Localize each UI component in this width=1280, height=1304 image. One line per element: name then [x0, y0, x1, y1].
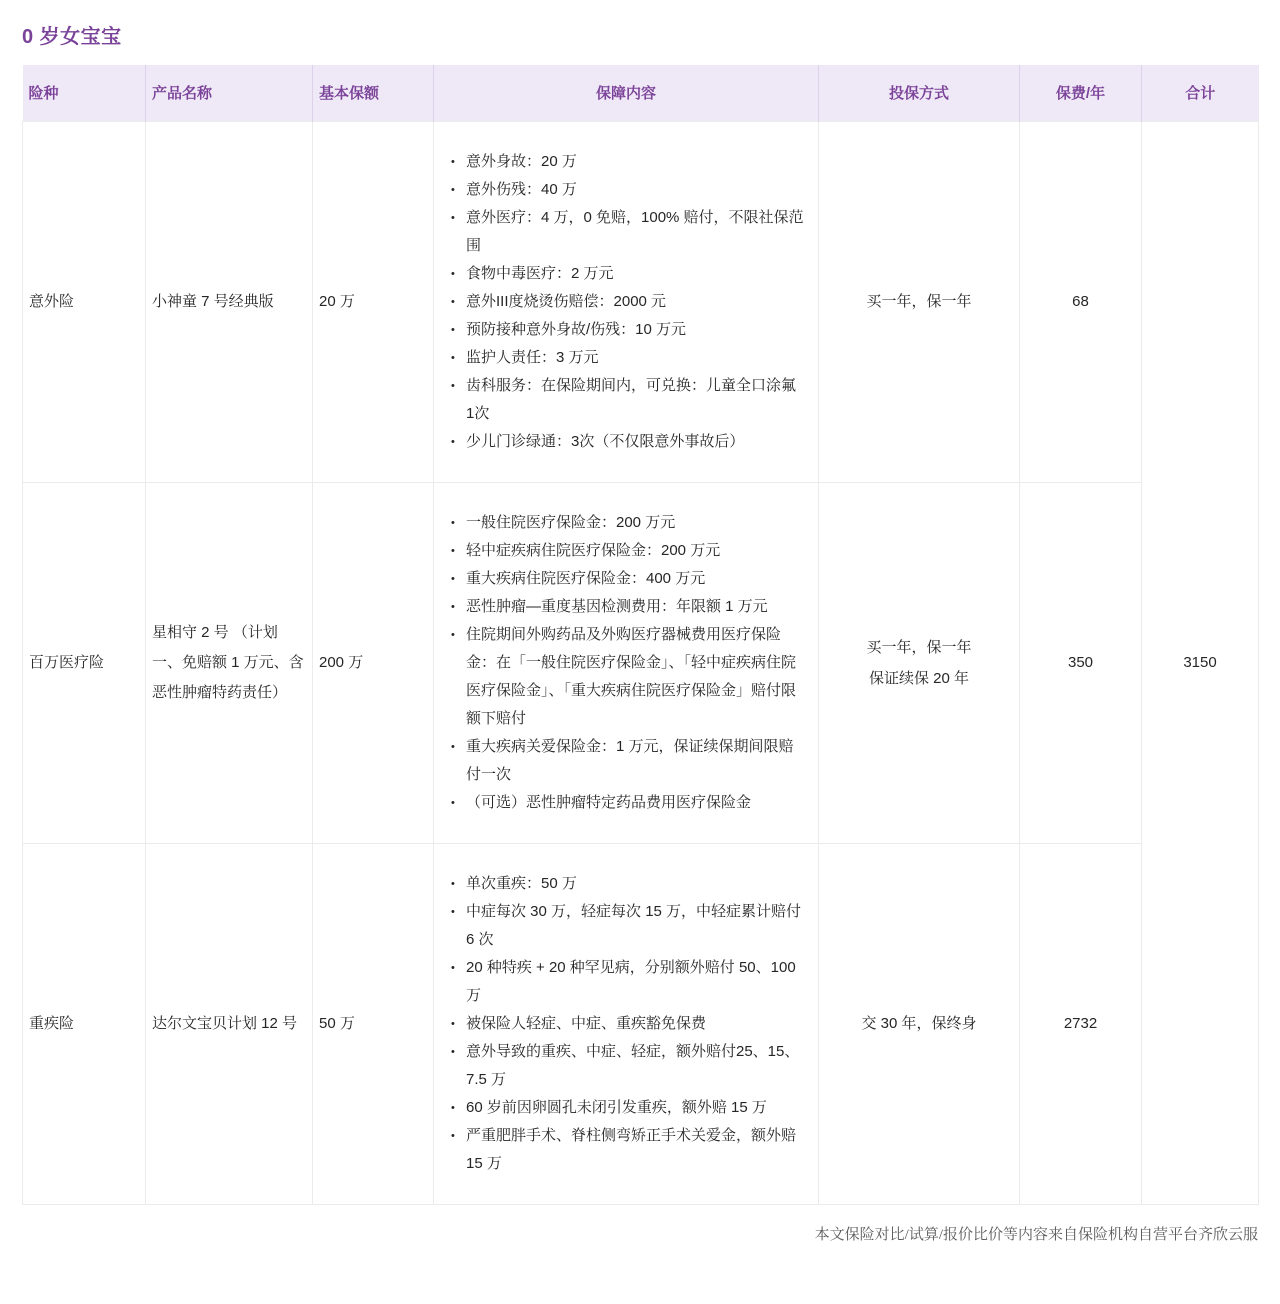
benefit-item: • （可选）恶性肿瘤特定药品费用医疗保险金: [442, 789, 804, 817]
benefit-item: • 60 岁前因卵圆孔未闭引发重疾，额外赔 15 万: [442, 1094, 804, 1122]
benefit-item: • 被保险人轻症、中症、重疾豁免保费: [442, 1010, 804, 1038]
cell-annual-premium: 2732: [1020, 843, 1142, 1204]
table-header-row: [23, 65, 1259, 121]
cell-total: 3150: [1142, 121, 1259, 1204]
page-title: 0 岁女宝宝: [22, 26, 122, 48]
table-row: [23, 843, 1259, 1204]
insurance-comparison-table: [22, 65, 1259, 1205]
column-header-sum: 基本保额: [313, 65, 434, 121]
column-header-benefits: 保障内容: [434, 65, 819, 121]
benefit-list: [442, 870, 804, 1178]
column-header-product: 产品名称: [146, 65, 313, 121]
benefit-item: • 恶性肿瘤—重度基因检测费用：年限额 1 万元: [442, 593, 804, 621]
benefit-item: • 住院期间外购药品及外购医疗器械费用医疗保险金：在「一般住院医疗保险金」、「轻中症疾病住院医疗保险金」、「重大疾病住院医疗保险金」赔付限额下赔付: [442, 621, 804, 733]
benefit-item: • 中症每次 30 万，轻症每次 15 万，中轻症累计赔付 6 次: [442, 898, 804, 954]
cell-payment-method: [819, 482, 1020, 843]
cell-product-name: 星相守 2 号 （计划一、免赔额 1 万元、含恶性肿瘤特药责任）: [146, 482, 313, 843]
payment-method-line: 保证续保 20 年: [868, 669, 970, 687]
cell-benefits: [434, 121, 819, 482]
payment-method-line: 买一年，保一年: [866, 638, 972, 656]
benefit-item: • 食物中毒医疗：2 万元: [442, 260, 804, 288]
cell-product-name: 小神童 7 号经典版: [146, 121, 313, 482]
payment-method-line: 交 30 年，保终身: [861, 1015, 977, 1032]
cell-product-name: 达尔文宝贝计划 12 号: [146, 843, 313, 1204]
benefit-list: [442, 148, 804, 456]
benefit-item: • 意外导致的重疾、中症、轻症，额外赔付25、15、7.5 万: [442, 1038, 804, 1094]
column-header-total: 合计: [1142, 65, 1259, 121]
benefit-item: • 20 种特疾 + 20 种罕见病，分别额外赔付 50、100 万: [442, 954, 804, 1010]
benefit-item: • 一般住院医疗保险金：200 万元: [442, 509, 804, 537]
benefit-item: • 意外III度烧烫伤赔偿：2000 元: [442, 288, 804, 316]
benefit-item: • 意外身故：20 万: [442, 148, 804, 176]
benefit-item: • 齿科服务：在保险期间内，可兑换：儿童全口涂氟1次: [442, 372, 804, 428]
column-header-type: 险种: [23, 65, 146, 121]
cell-base-coverage: 20 万: [313, 121, 434, 482]
benefit-item: • 意外伤残：40 万: [442, 176, 804, 204]
benefit-item: • 重大疾病关爱保险金：1 万元，保证续保期间限赔付一次: [442, 733, 804, 789]
cell-benefits: [434, 482, 819, 843]
cell-insurance-type: 百万医疗险: [23, 482, 146, 843]
cell-payment-method: [819, 121, 1020, 482]
cell-payment-method: [819, 843, 1020, 1204]
payment-method-line: 买一年，保一年: [866, 293, 972, 310]
cell-benefits: [434, 843, 819, 1204]
column-header-premium: 保费/年: [1020, 65, 1142, 121]
cell-base-coverage: 50 万: [313, 843, 434, 1204]
benefit-item: • 监护人责任：3 万元: [442, 344, 804, 372]
table-row: [23, 482, 1259, 843]
column-header-method: 投保方式: [819, 65, 1020, 121]
benefit-item: • 预防接种意外身故/伤残：10 万元: [442, 316, 804, 344]
benefit-item: • 严重肥胖手术、脊柱侧弯矫正手术关爱金，额外赔 15 万: [442, 1122, 804, 1178]
cell-base-coverage: 200 万: [313, 482, 434, 843]
cell-insurance-type: 意外险: [23, 121, 146, 482]
cell-annual-premium: 68: [1020, 121, 1142, 482]
benefit-list: [442, 509, 804, 817]
benefit-item: • 重大疾病住院医疗保险金：400 万元: [442, 565, 804, 593]
table-header: [23, 65, 1259, 121]
benefit-item: • 意外医疗：4 万，0 免赔，100% 赔付，不限社保范围: [442, 204, 804, 260]
cell-insurance-type: 重疾险: [23, 843, 146, 1204]
benefit-item: • 轻中症疾病住院医疗保险金：200 万元: [442, 537, 804, 565]
cell-annual-premium: 350: [1020, 482, 1142, 843]
benefit-item: • 单次重疾：50 万: [442, 870, 804, 898]
benefit-item: • 少儿门诊绿通：3次（不仅限意外事故后）: [442, 428, 804, 456]
table-row: [23, 121, 1259, 482]
footer-note: 本文保险对比/试算/报价比价等内容来自保险机构自营平台齐欣云服: [814, 1226, 1258, 1243]
